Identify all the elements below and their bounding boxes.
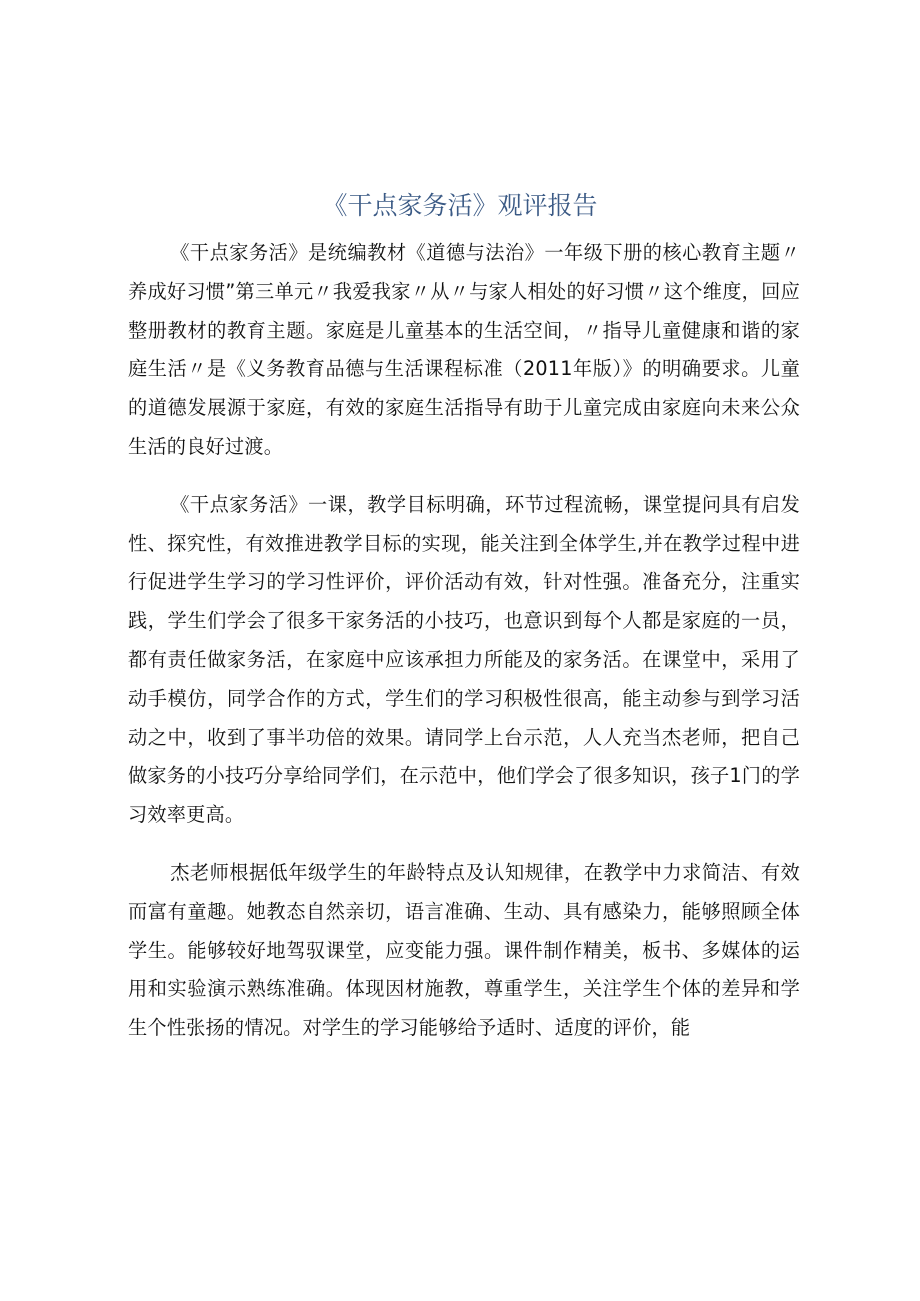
paragraph: 《干点家务活》一课，教学目标明确，环节过程流畅，课堂提问具有启发性、探究性，有效推进教学目标的实现，能关注到全体学生,并在教学过程中进行促进学生学习的学习性评价，评价活动有效，针对性强。准备充分，注重实践，学生们学会了很多干家务活的小技巧，也意识到每个人都是家庭的一员，都有责任做家务活，在家庭中应该承担力所能及的家务活。在课堂中，采用了动手模仿，同学合作的方式，学生们的学习积极性很高，能主动参与到学习活动之中，收到了事半功倍的效果。请同学上台示范，人人充当杰老师，把自己做家务的小技巧分享给同学们，在示范中，他们学会了很多知识，孩子1门的学习效率更高。 bbox=[128, 492, 800, 827]
paragraph: 杰老师根据低年级学生的年龄特点及认知规律，在教学中力求简洁、有效而富有童趣。她教态自然亲切，语言准确、生动、具有感染力，能够照顾全体学生。能够较好地驾驭课堂，应变能力强。课件制作精美，板书、多媒体的运用和实验演示熟练准确。体现因材施教，尊重学生，关注学生个体的差异和学生个性张扬的情况。对学生的学习能够给予适时、适度的评价，能 bbox=[128, 860, 800, 1040]
paragraph: 《干点家务活》是统编教材《道德与法治》一年级下册的核心教育主题〃养成好习惯”第三单元〃我爱我家〃从〃与家人相处的好习惯〃这个维度，回应整册教材的教育主题。家庭是儿童基本的生活空间，〃指导儿童健康和谐的家庭生活〃是《义务教育品德与生活课程标准（2011年版）》的明确要求。儿童的道德发展源于家庭，有效的家庭生活指导有助于儿童完成由家庭向未来公众生活的良好过渡。 bbox=[128, 241, 800, 458]
document-title: 《干点家务活》观评报告 bbox=[322, 191, 598, 220]
document-body bbox=[128, 234, 800, 1067]
